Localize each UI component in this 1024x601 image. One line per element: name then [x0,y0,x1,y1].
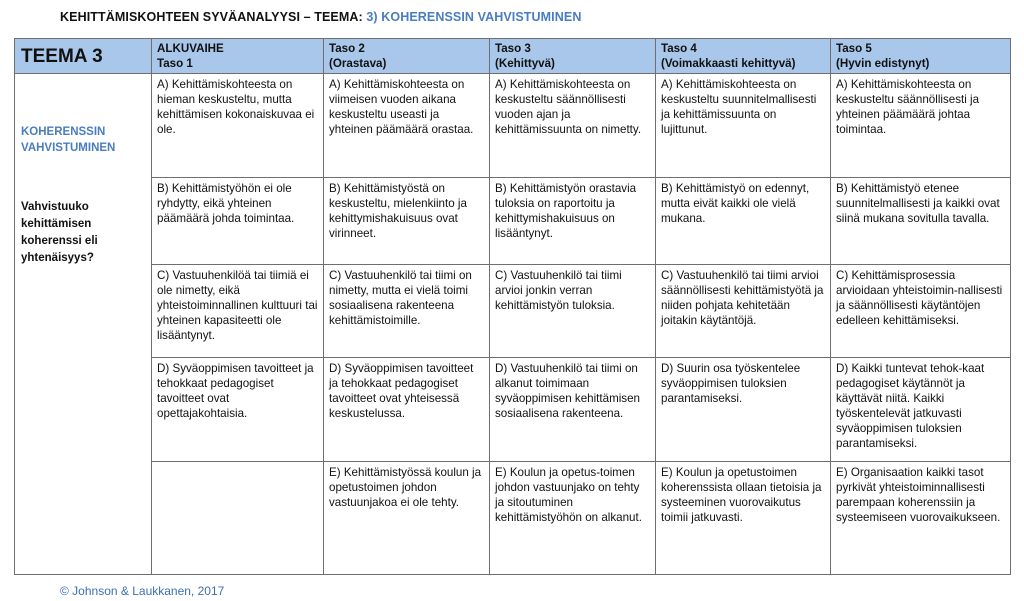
cell-text: B) Kehittämistyöhön ei ole ryhdytty, eikä yhteinen päämäärä johda toimintaa. [157,181,295,225]
table-cell [324,177,490,265]
table-cell [831,357,1011,462]
table-cell [831,265,1011,358]
table-cell [656,74,831,178]
table-cell [152,177,324,265]
cell-text: C) Kehittämisprosessia arvioidaan yhteistoimin-nallisesti ja säännöllisesti käytäntöjen edelleen kehittämiseksi. [836,269,1003,328]
cell-text: B) Kehittämistyön orastavia tuloksia on raportoitu ja kehittymishakuisuus on lisääntynyt. [495,181,637,240]
table-cell [490,265,656,358]
theme-label: TEEMA 3 [15,39,152,74]
copyright-footer: © Johnson & Laukkanen, 2017 [60,584,225,598]
table-cell [656,357,831,462]
table-cell [490,177,656,265]
level-header-2 [324,39,490,74]
matrix-header-row [15,39,1011,74]
cell-text: B) Kehittämistyö etenee suunnitelmallisesti ja kaikki ovat siinä mukana sovitulla tavalla. [836,181,1000,225]
table-cell [831,74,1011,178]
cell-text: C) Vastuuhenkilöä tai tiimiä ei ole nimetty, eikä yhteistoiminnallinen kulttuuri tai yhteinen kapasiteetti ole lisääntynyt. [157,269,318,343]
table-row [15,357,1011,462]
cell-text: A) Kehittämiskohteesta on keskusteltu säännöllisesti vuoden ajan ja kehittämissuunta on nimetty. [495,78,642,136]
cell-text: B) Kehittämistyöstä on keskusteltu, mielenkiinto ja kehittymishakuisuus ovat virinneet. [329,181,467,240]
cell-text: C) Vastuuhenkilö tai tiimi on nimetty, mutta ei vielä toimi sosiaalisena rakenteena kehittämistoimille. [329,269,472,328]
cell-text: D) Syväoppimisen tavoitteet ja tehokkaat pedagogiset tavoitteet ovat yhteisessä keskustelussa. [329,361,474,420]
table-cell [152,357,324,462]
table-cell [490,357,656,462]
table-cell [831,462,1011,575]
level-header-subtitle: (Kehittyvä) [495,57,555,70]
level-header-subtitle: Taso 1 [157,57,193,70]
cell-text: E) Koulun ja opetustoimen koherenssista ollaan tietoisia ja systeeminen vuorovaikutus toimii jatkuvasti. [661,466,822,525]
table-cell [152,462,324,575]
cell-text: A) Kehittämiskohteesta on keskusteltu suunnitelmallisesti ja kehittämissuunta on lujittunut. [661,78,817,136]
table-cell [152,265,324,358]
level-header-title: Taso 5 [836,42,872,55]
level-header-4 [656,39,831,74]
table-cell [831,177,1011,265]
level-header-title: Taso 2 [329,42,365,55]
cell-text: C) Vastuuhenkilö tai tiimi arvioi jonkin verran kehittämistyön tuloksia. [495,269,622,313]
theme-side-cell [15,74,152,575]
table-cell [324,462,490,575]
theme-question: Vahvistuuko kehittämisen koherenssi eli yhtenäisyys? [21,201,98,264]
table-row [15,74,1011,178]
level-header-1 [152,39,324,74]
cell-text: D) Kaikki tuntevat tehok-kaat pedagogiset käytännöt ja käyttävät niitä. Kaikki työskentelevät jatkuvasti syväoppimisen tuloksien parantamiseksi. [836,361,985,450]
document-title-prefix: KEHITTÄMISKOHTEEN SYVÄANALYYSI – TEEMA: [60,10,367,24]
level-header-subtitle: (Orastava) [329,57,387,70]
level-header-subtitle: (Hyvin edistynyt) [836,57,930,70]
cell-text: A) Kehittämiskohteesta on viimeisen vuoden aikana keskusteltu useasti ja yhteinen päämäärä orastaa. [329,78,474,136]
table-cell [324,357,490,462]
cell-text: B) Kehittämistyö on edennyt, mutta eivät kaikki ole vielä mukana. [661,181,810,225]
cell-text: E) Organisaation kaikki tasot pyrkivät yhteistoiminnallisesti parempaan koherenssiin ja systeemiseen vuorovaikukseen. [836,466,1001,525]
level-header-5 [831,39,1011,74]
development-level-matrix [14,38,1011,575]
level-header-3 [490,39,656,74]
cell-text: A) Kehittämiskohteesta on hieman keskusteltu, mutta kehittämisen kokonaiskuvaa ei ole. [157,78,315,136]
cell-text: C) Vastuuhenkilö tai tiimi arvioi säännöllisesti kehittämistyötä ja niiden pohjata kehitetään joitakin käytäntöjä. [661,269,824,328]
theme-name: KOHERENSSIN VAHVISTUMINEN [21,126,116,154]
document-title-theme: 3) KOHERENSSIN VAHVISTUMINEN [366,10,582,24]
table-cell [324,265,490,358]
table-row [15,265,1011,358]
document-title [60,10,581,24]
cell-text: E) Kehittämistyössä koulun ja opetustoimen johdon vastuunjakoa ei ole tehty. [329,466,482,510]
table-cell [490,462,656,575]
level-header-title: ALKUVAIHE [157,42,224,55]
table-row [15,177,1011,265]
table-cell [324,74,490,178]
level-header-title: Taso 3 [495,42,531,55]
table-cell [656,265,831,358]
cell-text: A) Kehittämiskohteesta on keskusteltu säännöllisesti ja yhteinen päämäärä johtaa toimintaa. [836,78,980,136]
cell-text: E) Koulun ja opetus-toimen johdon vastuunjako on tehty ja sitoutuminen kehittämistyöhön on alkanut. [495,466,642,525]
table-cell [152,74,324,178]
table-cell [656,177,831,265]
table-cell [656,462,831,575]
table-row [15,462,1011,575]
level-header-subtitle: (Voimakkaasti kehittyvä) [661,57,796,70]
cell-text: D) Suurin osa työskentelee syväoppimisen tuloksien parantamiseksi. [661,361,801,405]
cell-text: D) Syväoppimisen tavoitteet ja tehokkaat pedagogiset tavoitteet ovat opettajakohtaisia. [157,361,314,420]
table-cell [490,74,656,178]
cell-text: D) Vastuuhenkilö tai tiimi on alkanut toimimaan syväoppimisen kehittämisen sosiaalisena rakenteena. [495,361,640,420]
level-header-title: Taso 4 [661,42,697,55]
